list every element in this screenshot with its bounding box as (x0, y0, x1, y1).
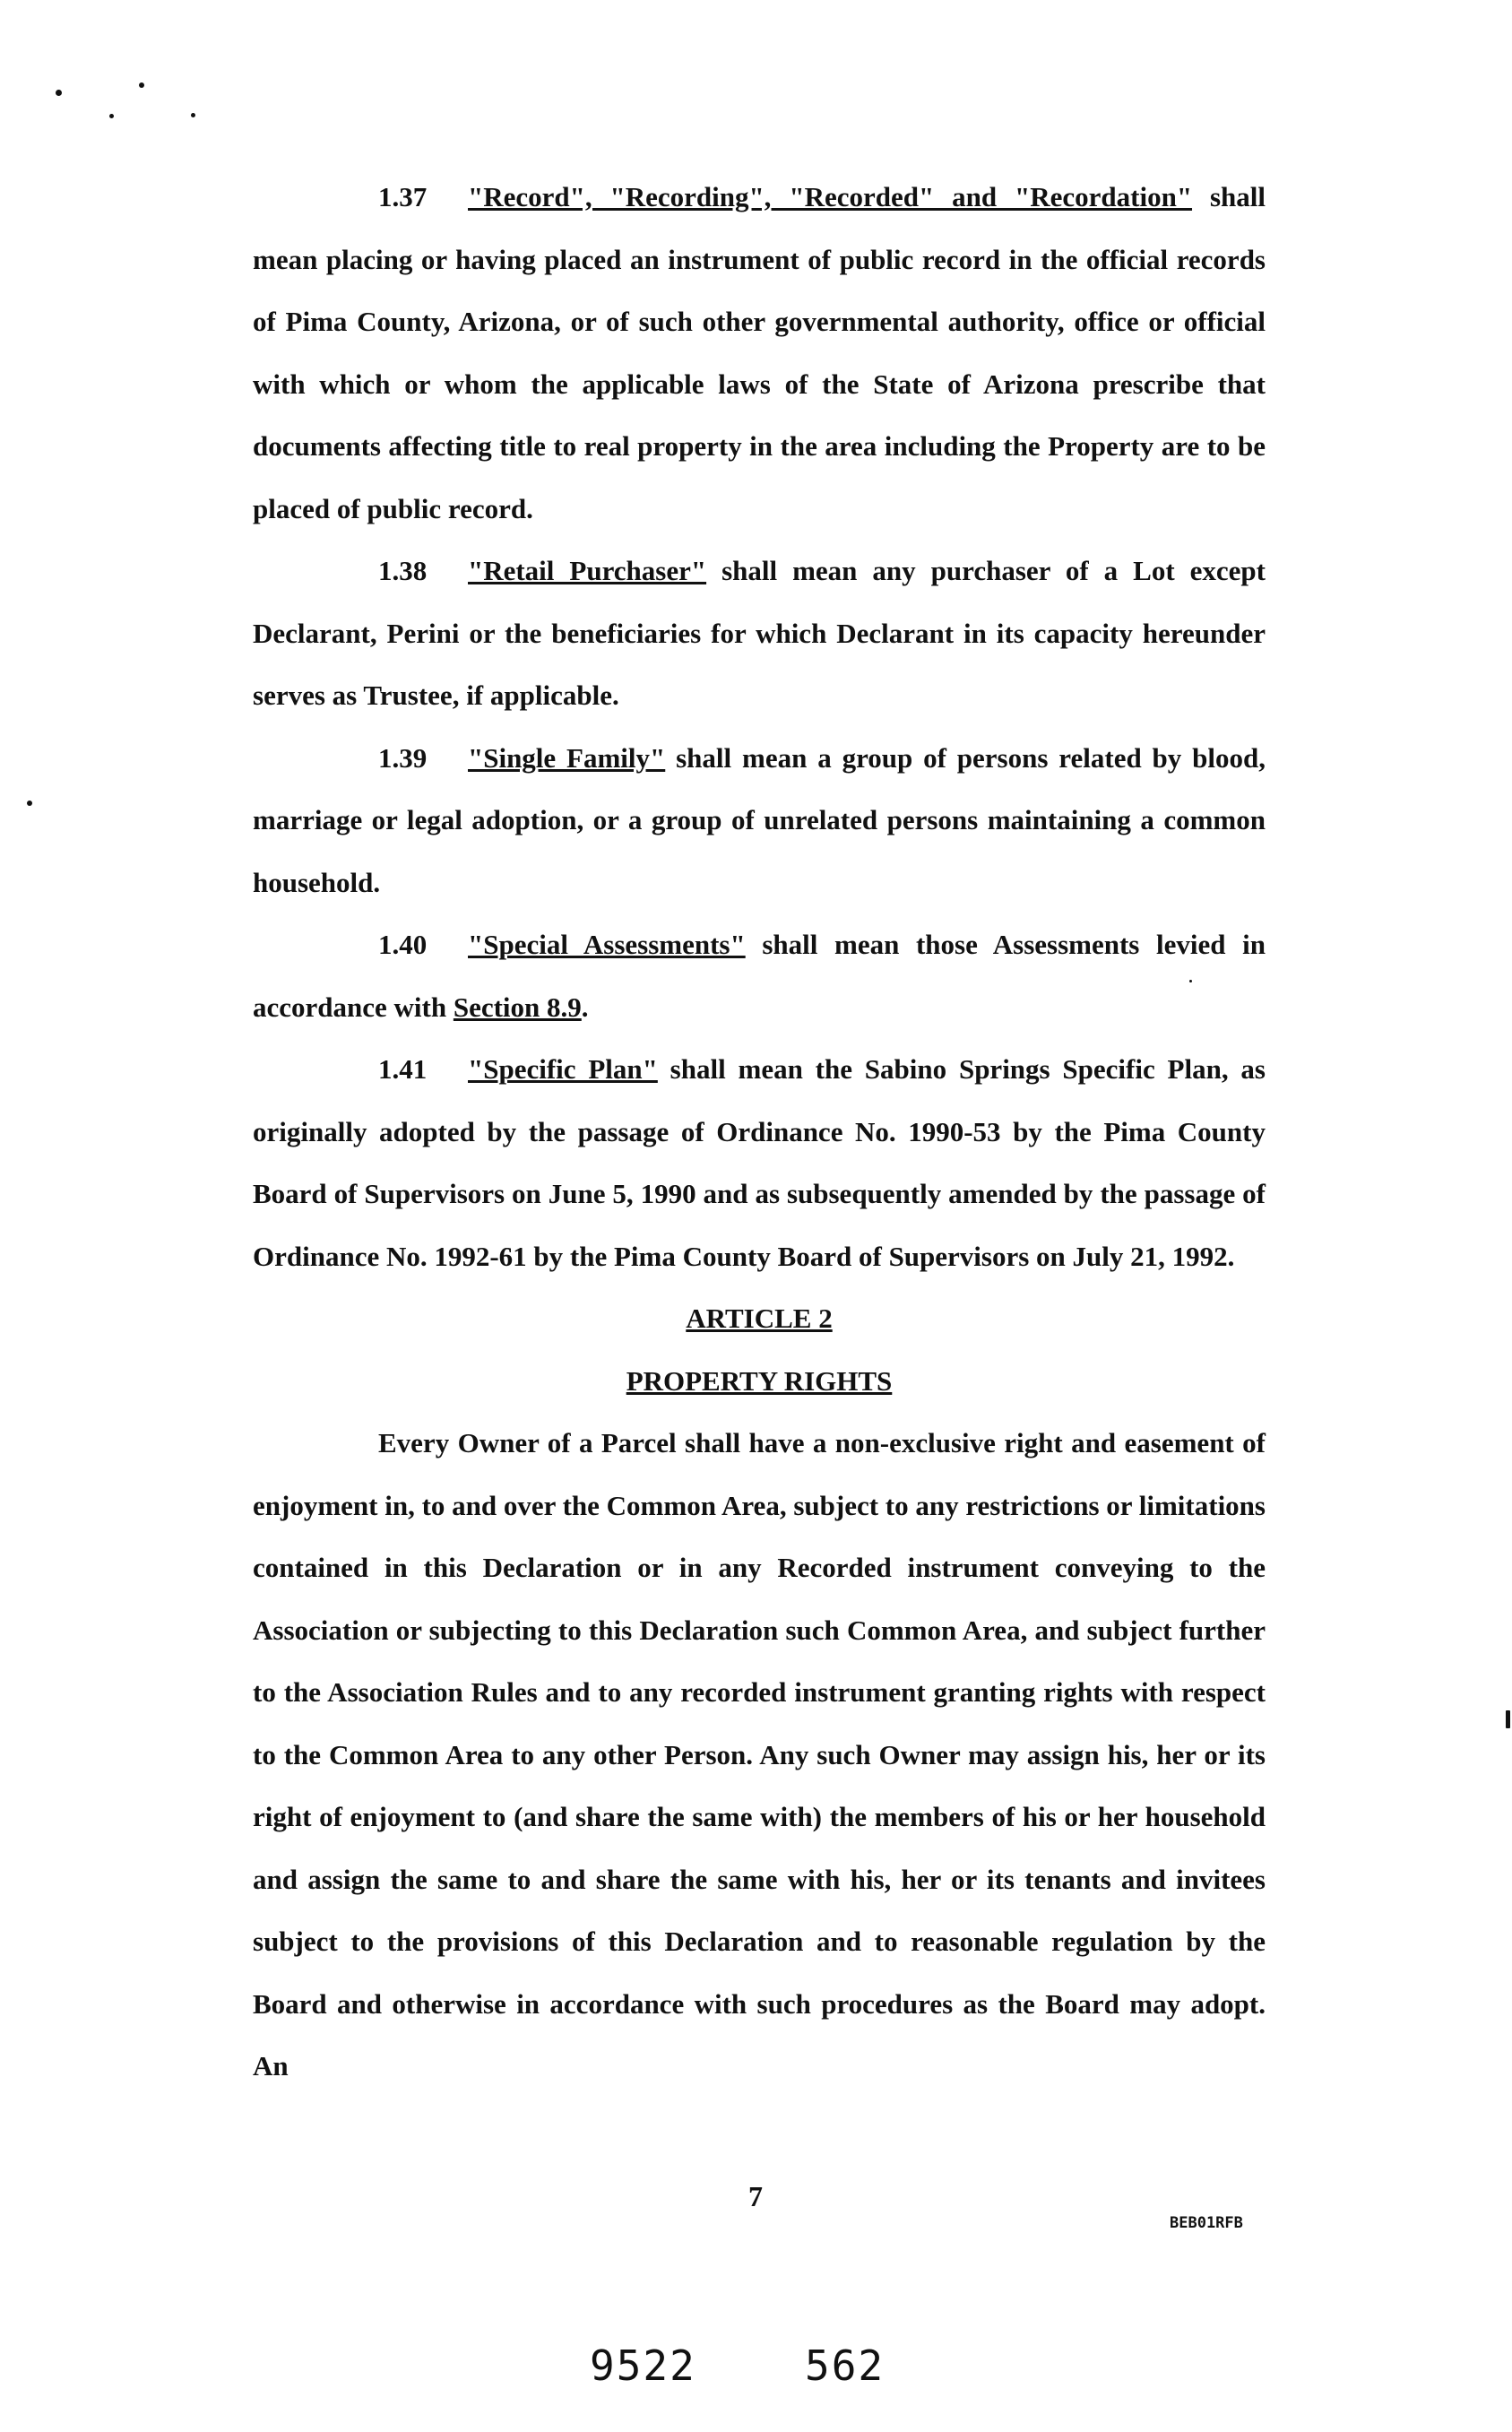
article-title: ARTICLE 2 (686, 1303, 833, 1334)
definition-text: shall mean a group of persons related by blood, marriage or legal adoption, or a group of unrelated persons maintaining a common household. (253, 741, 1266, 898)
definition-1-39 (253, 727, 1266, 914)
definition-1-37 (253, 166, 1266, 540)
definition-text: shall mean the Sabino Springs Specific Plan, as originally adopted by the passage of Ordinance No. 1990-53 by the Pima County Board of Supervisors on June 5, 1990 and as subsequently amended by the passage of Ordinance No. 1992-61 by the Pima County Board of Supervisors on July 21, 1992. (253, 1053, 1266, 1272)
definition-tail: . (581, 991, 589, 1023)
defined-term: "Retail Purchaser" (468, 555, 707, 586)
article-subtitle: PROPERTY RIGHTS (626, 1364, 893, 1397)
defined-term: "Special Assessments" (468, 929, 746, 960)
section-number: 1.40 (378, 929, 428, 960)
article-body: Every Owner of a Parcel shall have a non-exclusive right and easement of enjoyment in, to and over the Common Area, subject to any restrictions or limitations contained in this Declaration or in any Recorded instrument conveying to the Association or subjecting to this Declaration such Common Area, and subject further to the Association Rules and to any recorded instrument granting rights with respect to the Common Area to any other Person. Any such Owner may assign his, her or its right of enjoyment to (and share the same with) the members of his or her household and assign the same to and share the same with his, her or its tenants and invitees subject to the provisions of this Declaration and to reasonable regulation by the Board and otherwise in accordance with such procedures as the Board may adopt. An (253, 1427, 1266, 2081)
page-number: 7 (748, 2180, 763, 2212)
definition-1-41 (253, 1038, 1266, 1287)
definition-1-38 (253, 540, 1266, 727)
section-reference: Section 8.9 (453, 991, 582, 1023)
scan-speck (139, 82, 144, 88)
scan-speck (109, 114, 114, 118)
defined-term: "Record", "Recording", "Recorded" and "Recordation" (468, 181, 1193, 212)
section-number: 1.39 (378, 741, 428, 774)
definition-1-40 (253, 913, 1266, 1038)
defined-term: "Specific Plan" (468, 1053, 658, 1085)
recording-stamp-page: 562 (805, 2341, 886, 2390)
section-number: 1.38 (378, 555, 428, 586)
scan-speck (191, 113, 195, 117)
scan-speck (56, 90, 62, 96)
definition-text: shall mean those Assessments levied in accordance with (253, 929, 1266, 1023)
definition-text: shall mean placing or having placed an instrument of public record in the official records of Pima County, Arizona, or of such other governmental authority, office or official with which or whom the applicable laws of the State of Arizona prescribe that documents affecting title to real property in the area including the Property are to be placed of public record. (253, 181, 1266, 524)
section-number: 1.37 (378, 181, 428, 212)
scan-speck (1506, 1710, 1510, 1728)
recording-stamp-docket: 9522 (590, 2341, 696, 2390)
section-number: 1.41 (378, 1053, 428, 1085)
defined-term: "Single Family" (468, 741, 666, 774)
document-code: BEB01RFB (1170, 2214, 1243, 2232)
document-body (253, 166, 1266, 2098)
scan-speck (27, 801, 32, 806)
definition-text: shall mean any purchaser of a Lot except Declarant, Perini or the beneficiaries for which Declarant in its capacity hereunder serves as Trustee, if applicable. (253, 555, 1266, 711)
